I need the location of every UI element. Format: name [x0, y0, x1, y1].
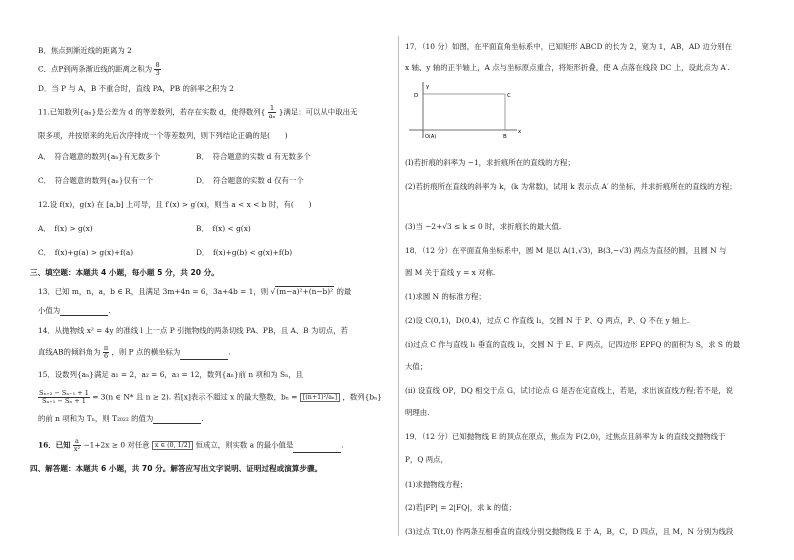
q14-text: ，则 P 点的横坐标为: [111, 347, 181, 357]
q18-part1: (1)求圆 N 的标准方程；: [405, 292, 486, 301]
numerator: π: [103, 344, 109, 352]
q11-option-c: C． 符合题意的数列{aₙ}仅有一个: [38, 176, 154, 185]
q11-option-d: D． 符合题意的实数 d 仅有一个: [196, 176, 304, 185]
q18-line2: 圆 M 关于直线 y = x 对称.: [405, 268, 496, 277]
q17-part3: (3)当 −2+√3 ≤ k ≤ 0 时，求折痕长的最大值.: [405, 222, 562, 231]
fraction: [103, 345, 109, 360]
q10-option-d: D．当 P 与 A，B 不重合时，直线 PA，PB 的斜率之积为 2: [38, 84, 234, 93]
q15-line2: [38, 390, 382, 405]
q12-option-b: B． f(x) < g(x): [196, 224, 251, 233]
q18-part2: (2)设 C(0,1)，D(0,4)，过点 C 作直线 l₁，交圆 N 于 P、Q 两点，P、Q 不在 y 轴上.: [405, 316, 690, 325]
numerator: Sₙ₊₂ − Sₙ₋₁ + 1: [39, 389, 89, 397]
q19-line2: P，Q 两点，: [405, 455, 448, 464]
label-origin: O(A): [425, 134, 437, 140]
q19-part1: (1)求抛物线方程；: [405, 480, 468, 489]
q16-text: 恒成立，则实数 a 的最小值是: [195, 440, 294, 450]
right-column: [399, 0, 794, 560]
formula-box: [(n+1)²/aₙ]: [300, 393, 340, 402]
period: .: [108, 306, 111, 315]
period: .: [341, 440, 344, 450]
q18-line1: 18．（12 分）在平面直角坐标系中，圆 M 是以 A(1,√3)，B(3,−√3) 两点为直径的圆，且圆 N 与: [405, 246, 727, 255]
q19-part3: (3)过点 T(t,0) 作两条互相垂直的直线分别交抛物线 E 于 A，B，C，D 四点，且 M，N 分别为线段: [405, 527, 734, 536]
q14-line2: [38, 345, 231, 360]
y-axis-label: y: [426, 84, 430, 90]
numerator: a: [73, 438, 81, 446]
q15-text: = 3(n ∈ N* 且 n ≥ 2). 若[x]表示不超过 x 的最大整数，bₙ =: [92, 392, 298, 402]
q17-figure: [399, 78, 529, 144]
q11-text: }满足：可以从中取出无: [278, 107, 358, 117]
label-c: C: [507, 93, 511, 99]
fraction: [38, 390, 90, 405]
period: .: [201, 414, 204, 423]
formula-box: x ∈ (0, 1/2]: [152, 441, 193, 450]
section-3-heading: 三、填空题：本题共 4 小题，每小题 5 分，共 20 分。: [30, 268, 219, 277]
fraction: [268, 105, 277, 120]
rectangle-abcd: [423, 94, 505, 130]
q15-text: 的前 n 项和为 Tₙ，则 T₂₀₂₂ 的值为: [38, 414, 154, 423]
q18-part2-ii-line1: (ii) 设直线 OP，DQ 相交于点 G，试讨论点 G 是否在定直线上，若是，求出该直线方程;若不是，说: [405, 386, 733, 395]
period: .: [228, 347, 231, 357]
denominator: Sₙ₊₁ − Sₙ + 1: [42, 396, 86, 405]
q10c-text: C．点P到两条渐近线的距离之积为: [38, 64, 153, 74]
q15-text: ，数列{bₙ}: [342, 392, 383, 402]
q12-option-c: C． f(x)+g(a) > g(x)+f(a): [38, 248, 134, 257]
q11-option-b: B． 符合题意的实数 d 有无数多个: [196, 152, 311, 161]
q10-option-b: B．焦点到渐近线的距离为 2: [38, 46, 132, 55]
q14-line1: 14．从抛物线 x² = 4y 的准线 l 上一点 P 引抛物线的两条切线 PA、PB，且 A、B 为切点，若: [38, 326, 348, 335]
section-4-heading: 四、解答题：本题共 6 小题，共 70 分。解答应写出文字说明、证明过程或演算步骤。: [30, 464, 323, 473]
q18-part2-i-line2: 大值；: [405, 362, 428, 371]
q15-line1: 15．设数列{aₙ}满足 a₁ = 2，a₂ = 6，a₃ = 12，数列{aₙ}前 n 项和为 Sₙ，且: [38, 370, 304, 379]
label-b: B: [503, 134, 507, 140]
fraction: [154, 62, 160, 77]
numerator: 8: [155, 61, 160, 69]
answer-blank[interactable]: [153, 414, 204, 424]
denominator: aₙ: [268, 111, 276, 120]
q19-line1: 19．（12 分）已知抛物线 E 的顶点在原点，焦点为 F(2,0)，过焦点且斜率为 k 的直线交抛物线于: [405, 432, 726, 441]
fraction: [73, 438, 81, 453]
answer-blank[interactable]: [180, 351, 228, 360]
answer-blank[interactable]: [293, 444, 341, 453]
denominator: 3: [155, 68, 160, 77]
q17-line2: x 轴、y 轴的正半轴上，A 点与坐标原点重合，将矩形折叠，使 A 点落在线段 DC 上，设此点为 A′.: [405, 63, 730, 72]
q14-text: 直线AB的倾斜角为: [38, 347, 101, 357]
q11-stem-line2: 限多项，并按原来的先后次序排成一个等差数列，则下列结论正确的是( ): [38, 131, 288, 140]
q12-option-d: D． f(x)+g(b) < g(x)+f(b): [196, 248, 293, 257]
q16-text: −1+2x ≥ 0 对任意: [83, 440, 150, 450]
denominator: 6: [103, 351, 109, 360]
q17-part2: (2)若折痕所在直线的斜率为 k，(k 为常数)，试用 k 表示点 A′ 的坐标，并求折痕所在的直线的方程；: [405, 182, 737, 191]
q13-text: 的最: [336, 287, 352, 296]
x-axis-label: x: [518, 129, 522, 135]
q18-part2-i-line1: (i)过点 C 作与直线 l₁ 垂直的直线 l₂，交圆 N 于 E、F 两点，记四边形 EPFQ 的面积为 S，求 S 的最: [405, 340, 741, 349]
q17-line1: 17．（10 分）如图，在平面直角坐标系中，已知矩形 ABCD 的长为 2，宽为 1，AB，AD 边分别在: [405, 42, 733, 51]
q18-part2-ii-line2: 明理由.: [405, 408, 430, 417]
q13-text: 13．已知 m，n，a，b ∈ R，且满足 3m+4n = 6，3a+4b = 1，则: [38, 287, 269, 296]
q15-line3: [38, 414, 204, 424]
q10-option-c: [38, 62, 161, 77]
denominator: x²: [73, 444, 81, 453]
q19-part2: (2)若|FP| = 2|FQ|，求 k 的值；: [405, 503, 516, 512]
sqrt-expression: (m−a)²+(n−b)²: [276, 287, 334, 296]
sqrt-sign: √: [270, 287, 276, 296]
q12-option-a: A． f(x) > g(x): [38, 224, 93, 233]
q17-part1: (I)若折痕的斜率为 −1，求折痕所在的直线的方程；: [405, 158, 575, 167]
q16-text: 16．已知: [38, 440, 71, 450]
q16-stem: [38, 438, 344, 453]
q11-option-a: A． 符合题意的数列{aₙ}有无数多个: [38, 152, 161, 161]
q13-line2: [38, 306, 111, 316]
q13-text: 小值为: [38, 306, 61, 315]
answer-blank[interactable]: [60, 306, 111, 316]
label-d: D: [414, 93, 419, 99]
q11-text: 11.已知数列{aₙ}是公差为 d 的等差数列，若存在实数 d，使得数列{: [38, 107, 266, 117]
q11-stem-line1: [38, 105, 357, 120]
q13-stem: [38, 287, 351, 297]
numerator: 1: [268, 105, 277, 113]
q12-stem: 12.设 f(x)，g(x) 在 [a,b] 上可导，且 f′(x) > g′(x)，则当 a < x < b 时，有( ): [38, 200, 312, 209]
